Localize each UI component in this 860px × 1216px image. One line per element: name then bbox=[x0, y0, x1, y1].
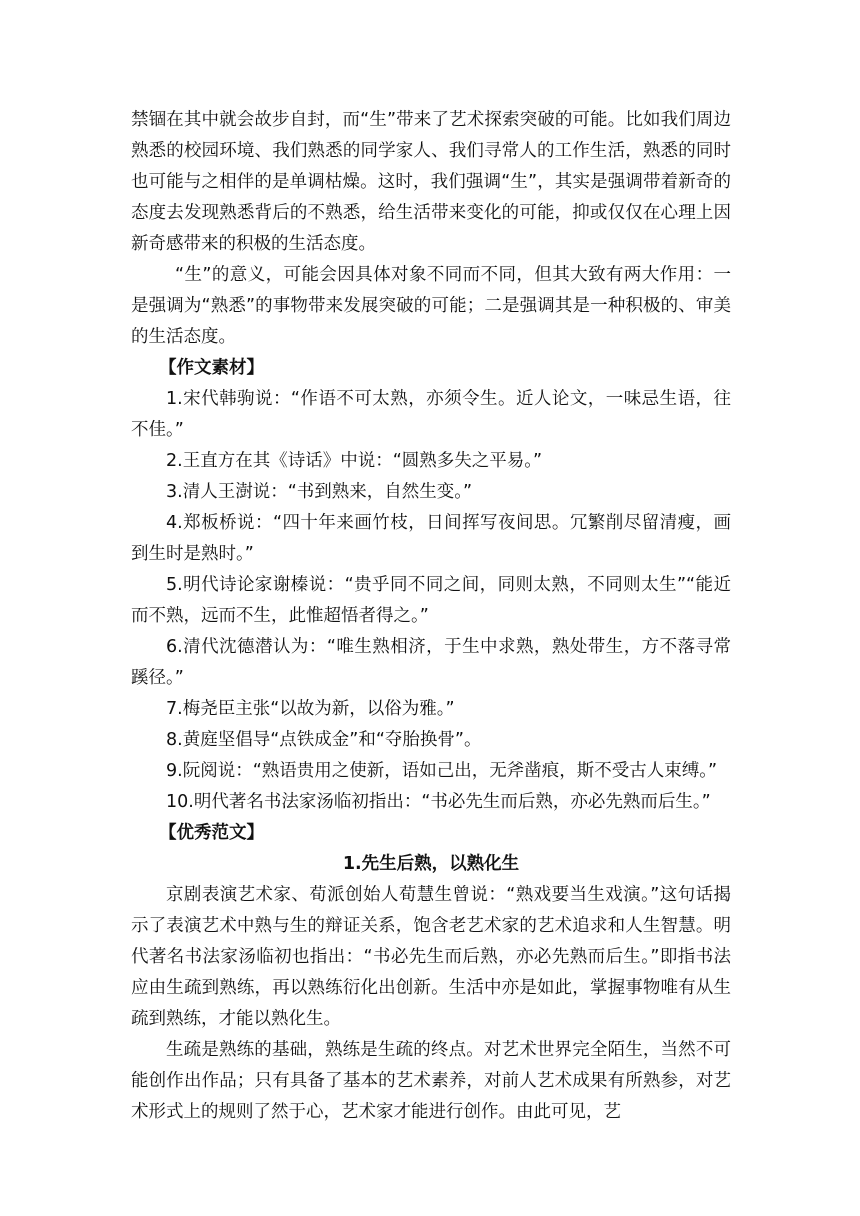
document-page bbox=[131, 105, 731, 1128]
material-item-10: 10.明代著名书法家汤临初指出：“书必先生而后熟，亦必先熟而后生。” bbox=[166, 792, 711, 812]
section-heading-essays: 【优秀范文】 bbox=[159, 823, 264, 843]
material-item-4: 4.郑板桥说：“四十年来画竹枝，日间挥写夜间思。冗繁削尽留清瘦，画到生时是熟时。” bbox=[131, 513, 731, 564]
material-item-7: 7.梅尧臣主张“以故为新，以俗为雅。” bbox=[166, 699, 455, 719]
material-item-5: 5.明代诗论家谢榛说：“贵乎同不同之间，同则太熟，不同则太生”“能近而不熟，远而不生，此惟超悟者得之。” bbox=[131, 575, 731, 626]
body-paragraph: 禁锢在其中就会故步自封，而“生”带来了艺术探索突破的可能。比如我们周边熟悉的校园环境、我们熟悉的同学家人、我们寻常人的工作生活，熟悉的同时也可能与之相伴的是单调枯燥。这时，我们强调“生”，其实是强调带着新奇的态度去发现熟悉背后的不熟悉，给生活带来变化的可能，抑或仅仅在心理上因新奇感带来的积极的生活态度。 bbox=[131, 110, 731, 254]
section-heading-materials: 【作文素材】 bbox=[159, 358, 264, 378]
material-item-1: 1.宋代韩驹说：“作语不可太熟，亦须令生。近人论文，一味忌生语，往不佳。” bbox=[131, 389, 731, 440]
body-paragraph: “生”的意义，可能会因具体对象不同而不同，但其大致有两大作用：一是强调为“熟悉”的事物带来发展突破的可能；二是强调其是一种积极的、审美的生活态度。 bbox=[131, 265, 731, 347]
essay-title: 1.先生后熟，以熟化生 bbox=[342, 854, 520, 874]
material-item-6: 6.清代沈德潜认为：“唯生熟相济，于生中求熟，熟处带生，方不落寻常蹊径。” bbox=[131, 637, 731, 688]
material-item-8: 8.黄庭坚倡导“点铁成金”和“夺胎换骨”。 bbox=[166, 730, 482, 750]
material-item-2: 2.王直方在其《诗话》中说：“圆熟多失之平易。” bbox=[166, 451, 543, 471]
material-item-9: 9.阮阅说：“熟语贵用之使新，语如己出，无斧凿痕，斯不受古人束缚。” bbox=[166, 761, 718, 781]
essay-paragraph: 京剧表演艺术家、荀派创始人荀慧生曾说：“熟戏要当生戏演。”这句话揭示了表演艺术中熟与生的辩证关系，饱含老艺术家的艺术追求和人生智慧。明代著名书法家汤临初也指出：“书必先生而后熟，亦必先熟而后生。”即指书法应由生疏到熟练，再以熟练衍化出创新。生活中亦是如此，掌握事物唯有从生疏到熟练，才能以熟化生。 bbox=[131, 885, 731, 1029]
material-item-3: 3.清人王澍说：“书到熟来，自然生变。” bbox=[166, 482, 473, 502]
essay-paragraph: 生疏是熟练的基础，熟练是生疏的终点。对艺术世界完全陌生，当然不可能创作出作品；只有具备了基本的艺术素养，对前人艺术成果有所熟参，对艺术形式上的规则了然于心，艺术家才能进行创作。由此可见，艺 bbox=[131, 1040, 731, 1122]
